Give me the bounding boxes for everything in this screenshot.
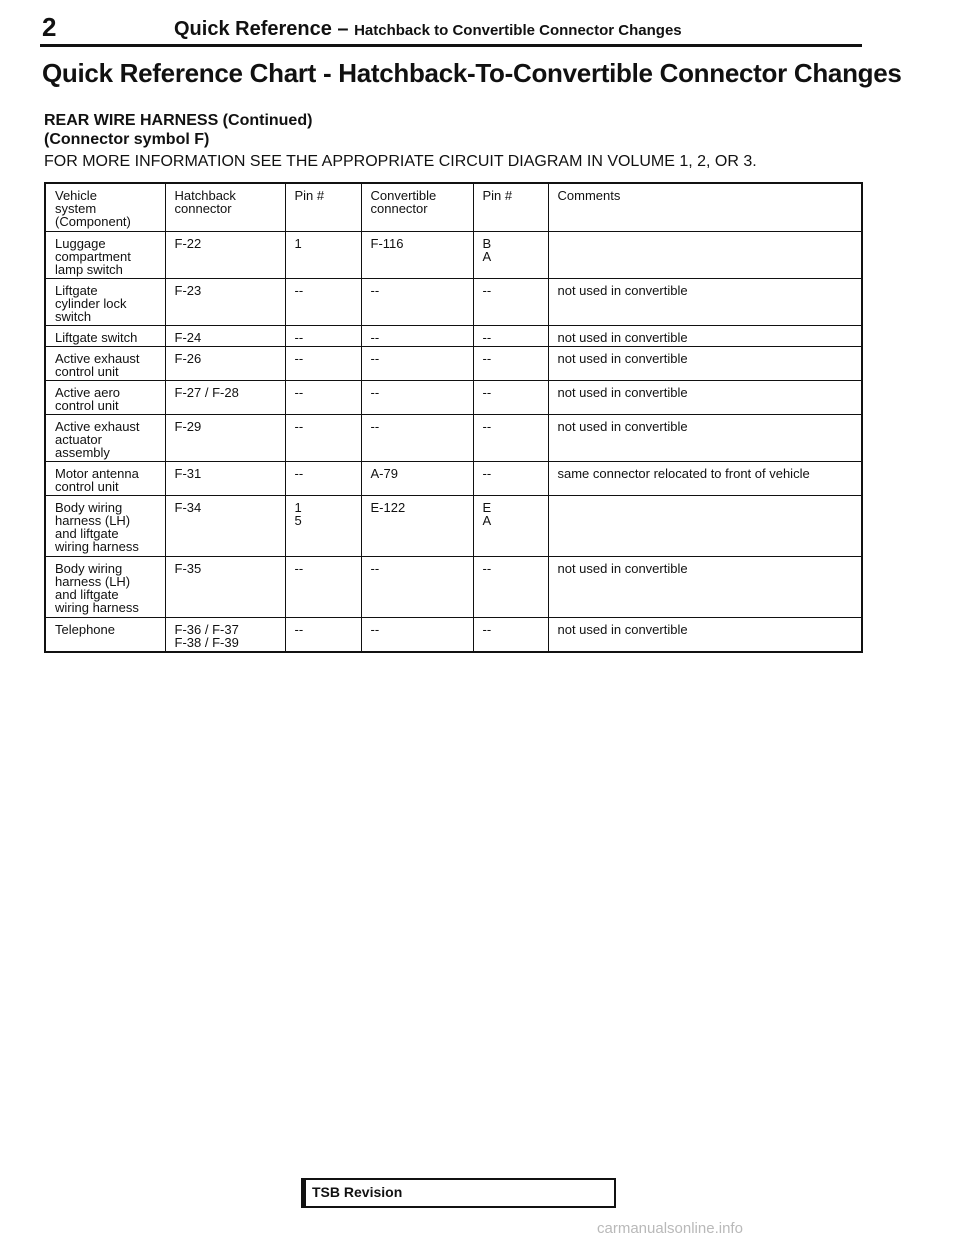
table-cell: F-34 xyxy=(165,495,285,556)
table-cell: -- xyxy=(285,414,361,461)
table-cell: -- xyxy=(473,461,548,495)
table-cell: Body wiring harness (LH) and liftgate wiring harness xyxy=(45,556,165,617)
table-cell: F-22 xyxy=(165,231,285,278)
header-hatchback-connector: Hatchback connector xyxy=(165,183,285,231)
table-row xyxy=(45,380,862,414)
table-cell: -- xyxy=(473,278,548,325)
table-cell: -- xyxy=(361,278,473,325)
table-cell: Active aero control unit xyxy=(45,380,165,414)
header-pin: Pin # xyxy=(285,183,361,231)
table-cell: -- xyxy=(285,278,361,325)
section-heading xyxy=(44,111,312,149)
header-subtitle: Hatchback to Convertible Connector Changes xyxy=(354,22,682,39)
section-heading-line2: (Connector symbol F) xyxy=(44,131,210,148)
section-heading-line1: REAR WIRE HARNESS (Continued) xyxy=(44,112,313,129)
table-cell: same connector relocated to front of vehicle xyxy=(548,461,862,495)
table-cell: Liftgate cylinder lock switch xyxy=(45,278,165,325)
table-row xyxy=(45,617,862,652)
table-cell: A-79 xyxy=(361,461,473,495)
table-row xyxy=(45,325,862,346)
table-cell: -- xyxy=(361,556,473,617)
header-title xyxy=(174,18,682,41)
page-header xyxy=(40,10,862,47)
table-cell: Luggage compartment lamp switch xyxy=(45,231,165,278)
table-cell: Active exhaust control unit xyxy=(45,346,165,380)
table-cell: F-23 xyxy=(165,278,285,325)
connector-changes-table xyxy=(44,182,863,653)
table-row xyxy=(45,495,862,556)
chart-title: Quick Reference Chart - Hatchback-To-Convertible Connector Changes xyxy=(42,58,902,88)
table-cell: not used in convertible xyxy=(548,414,862,461)
more-info-note: FOR MORE INFORMATION SEE THE APPROPRIATE CIRCUIT DIAGRAM IN VOLUME 1, 2, OR 3. xyxy=(44,153,757,170)
table-row xyxy=(45,231,862,278)
table-row xyxy=(45,346,862,380)
table-cell: F-31 xyxy=(165,461,285,495)
header-vehicle-system: Vehicle system (Component) xyxy=(45,183,165,231)
header-pin: Pin # xyxy=(473,183,548,231)
table-cell: F-24 xyxy=(165,325,285,346)
table-cell: F-35 xyxy=(165,556,285,617)
table-cell: -- xyxy=(473,346,548,380)
table-cell: F-29 xyxy=(165,414,285,461)
table-cell: Motor antenna control unit xyxy=(45,461,165,495)
table-cell xyxy=(548,495,862,556)
table-cell: 1 5 xyxy=(285,495,361,556)
table-cell: F-26 xyxy=(165,346,285,380)
table-cell: Liftgate switch xyxy=(45,325,165,346)
table-cell xyxy=(548,231,862,278)
table-cell: -- xyxy=(285,380,361,414)
table-cell: -- xyxy=(285,617,361,652)
table-cell: -- xyxy=(361,414,473,461)
table-cell: not used in convertible xyxy=(548,325,862,346)
table-row xyxy=(45,414,862,461)
table-cell: not used in convertible xyxy=(548,346,862,380)
table-cell: -- xyxy=(361,325,473,346)
header-comments: Comments xyxy=(548,183,862,231)
table-cell: Telephone xyxy=(45,617,165,652)
table-cell: -- xyxy=(361,617,473,652)
table-cell: -- xyxy=(473,617,548,652)
table-cell: -- xyxy=(473,556,548,617)
table-cell: -- xyxy=(285,346,361,380)
table-cell: E A xyxy=(473,495,548,556)
table-cell: -- xyxy=(285,556,361,617)
table-row xyxy=(45,556,862,617)
table-cell: not used in convertible xyxy=(548,556,862,617)
table-cell: not used in convertible xyxy=(548,278,862,325)
table-cell: -- xyxy=(285,325,361,346)
table-cell: -- xyxy=(285,461,361,495)
table-cell: -- xyxy=(473,380,548,414)
table-cell: Active exhaust actuator assembly xyxy=(45,414,165,461)
table-cell: -- xyxy=(361,346,473,380)
table-cell: -- xyxy=(473,414,548,461)
header-title-main: Quick Reference – xyxy=(174,18,349,40)
table-cell: F-27 / F-28 xyxy=(165,380,285,414)
watermark: carmanualsonline.info xyxy=(597,1220,743,1237)
table-cell: 1 xyxy=(285,231,361,278)
table-row xyxy=(45,461,862,495)
table-cell: not used in convertible xyxy=(548,617,862,652)
header-convertible-connector: Convertible connector xyxy=(361,183,473,231)
tsb-revision-box xyxy=(301,1178,616,1208)
table-cell: -- xyxy=(473,325,548,346)
table-cell: B A xyxy=(473,231,548,278)
page-number: 2 xyxy=(42,12,57,42)
table-cell: not used in convertible xyxy=(548,380,862,414)
table-cell: E-122 xyxy=(361,495,473,556)
table-cell: F-116 xyxy=(361,231,473,278)
tsb-revision-label: TSB Revision xyxy=(312,1184,403,1200)
table-header-row xyxy=(45,183,862,231)
table-cell: Body wiring harness (LH) and liftgate wiring harness xyxy=(45,495,165,556)
table-row xyxy=(45,278,862,325)
table-cell: F-36 / F-37 F-38 / F-39 xyxy=(165,617,285,652)
table-cell: -- xyxy=(361,380,473,414)
